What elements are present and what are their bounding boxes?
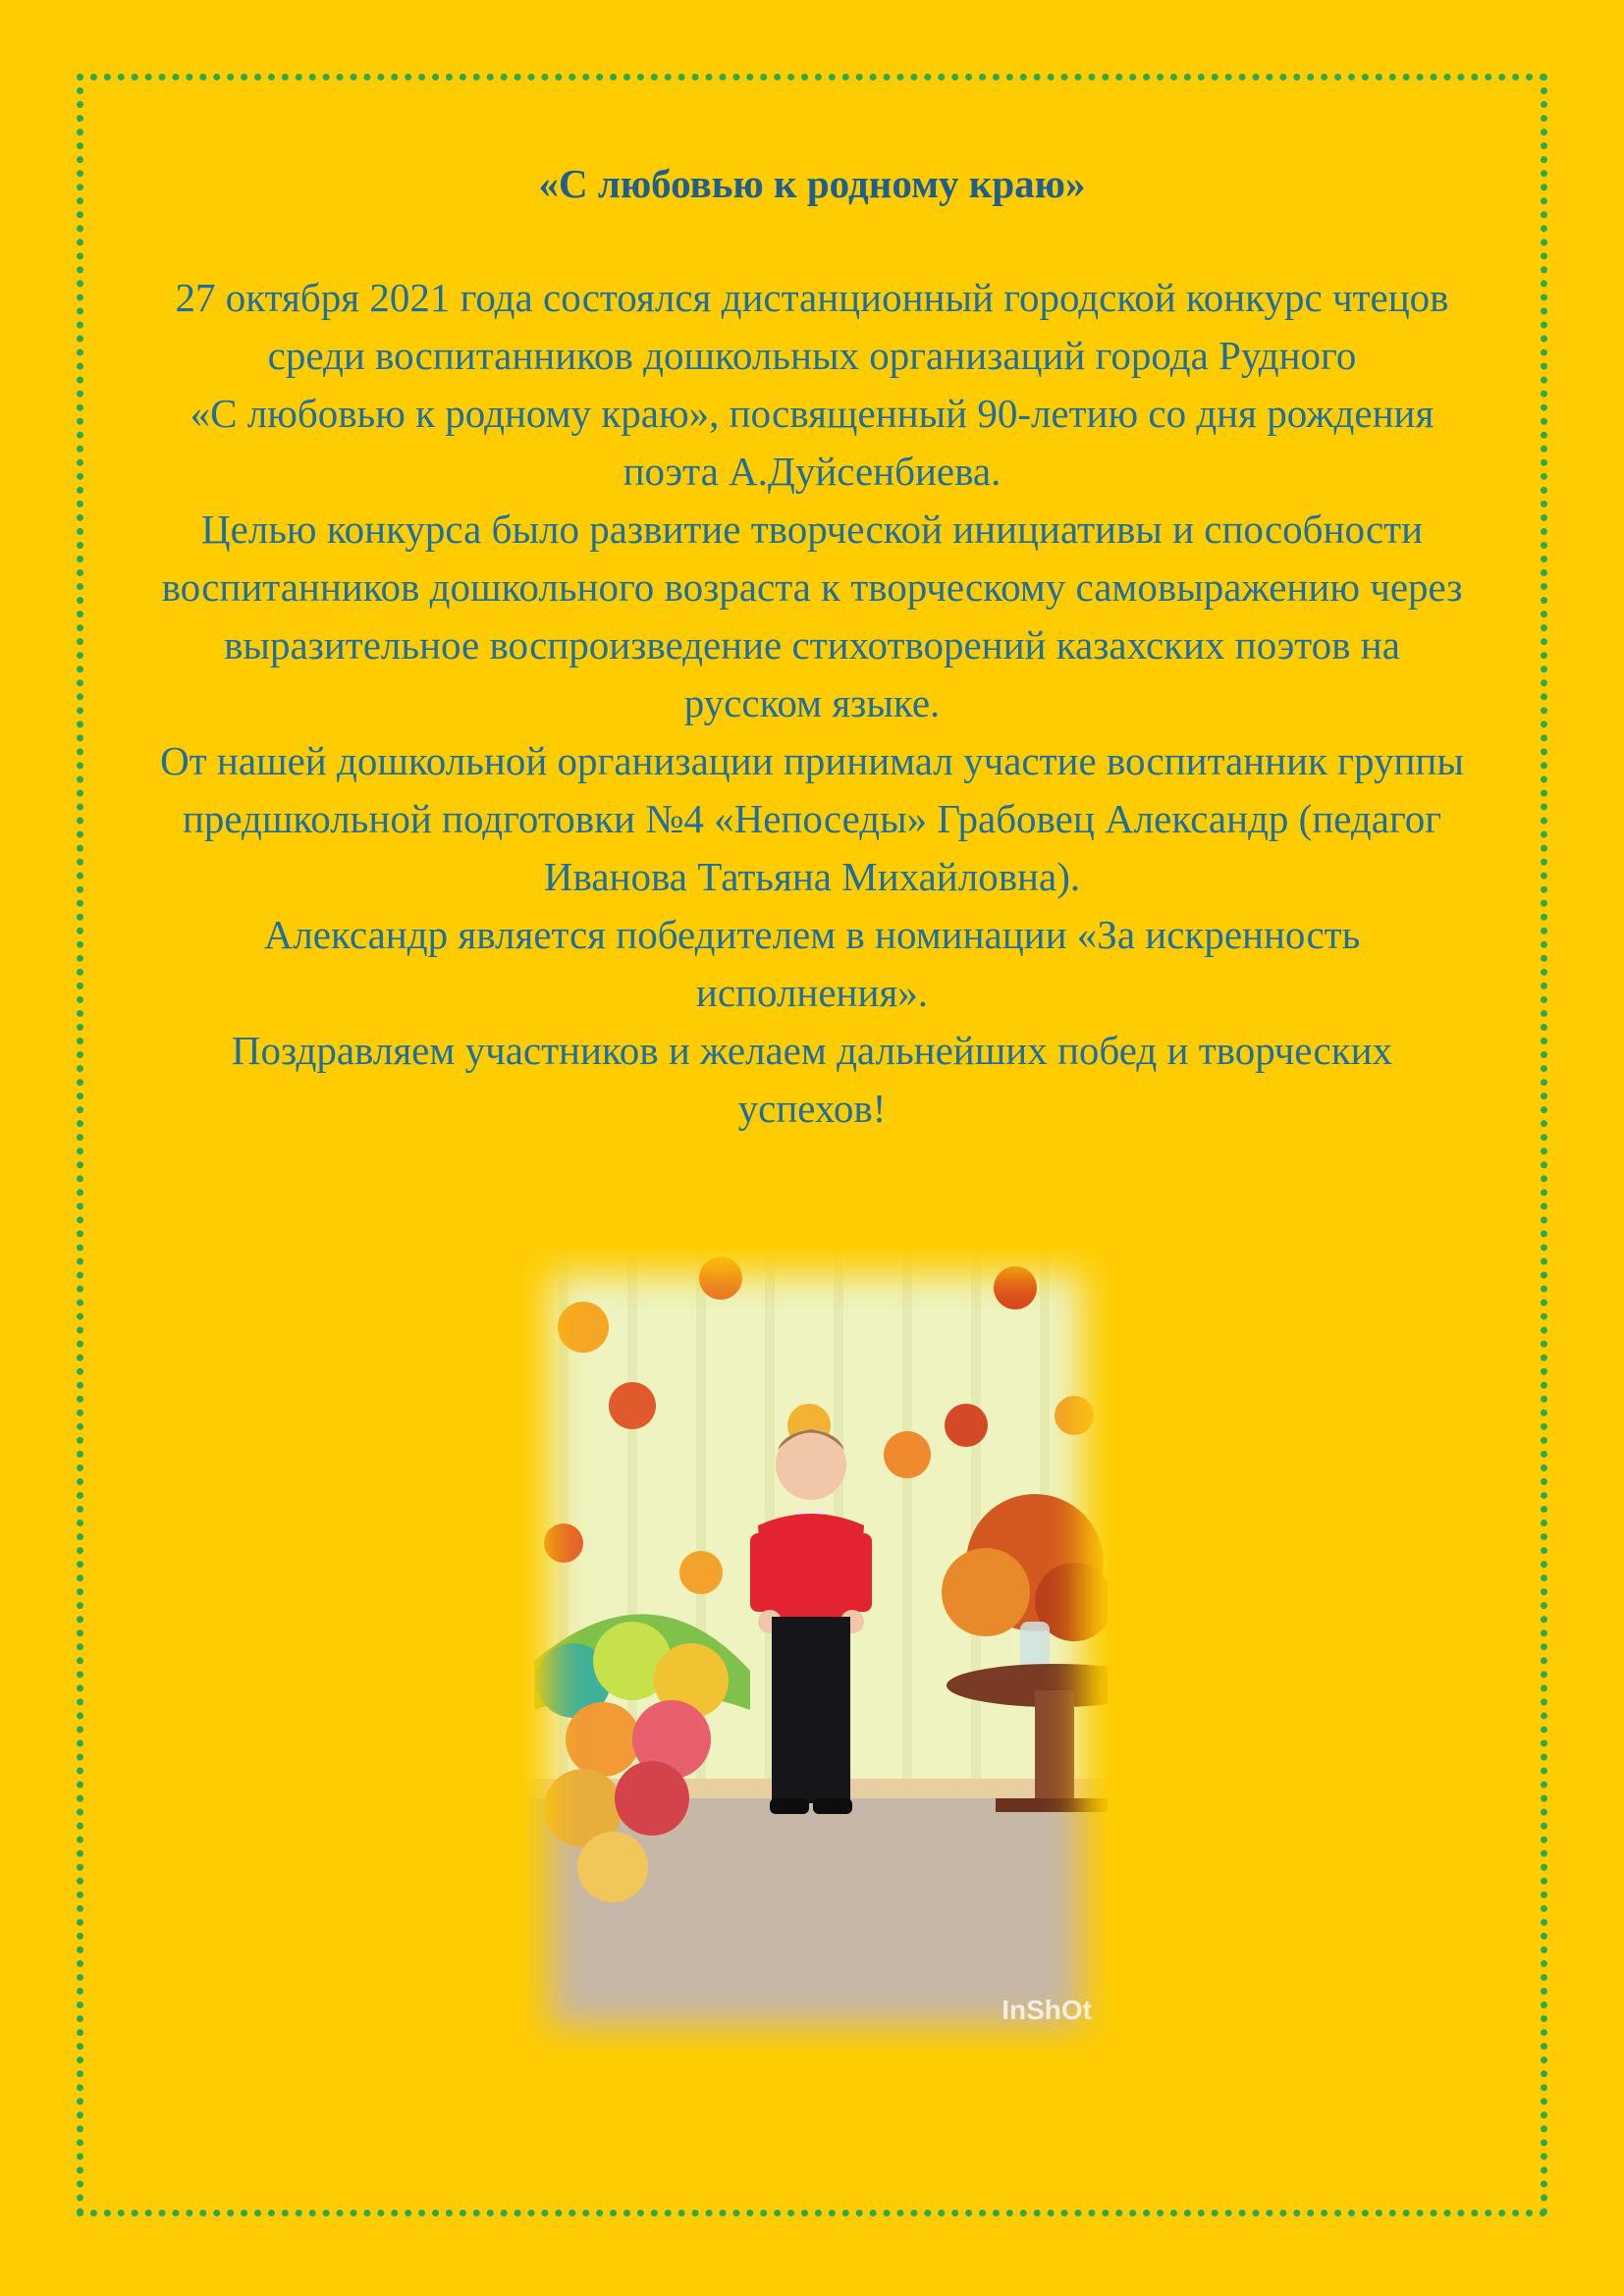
paragraph-dedication: «С любовью к родному краю», посвященный 90-летию со дня рождения поэта А.Дуйсенбиева. [189, 391, 1435, 494]
article-body [157, 269, 1467, 1138]
contest-photo [524, 1249, 1108, 2052]
photo-illustration [524, 1249, 1108, 2052]
paragraph-participant: От нашей дошкольной организации принимал участие воспитанник группы предшкольной подготовки №4 «Непоседы» Грабовец Александр (педагог Иванова Татьяна Михайловна). [160, 738, 1464, 899]
paragraph-event: 27 октября 2021 года состоялся дистанционный городской конкурс чтецов среди воспитанников дошкольных организаций города Рудного [175, 275, 1449, 378]
paragraph-winner: Александр является победителем в номинации «За искренность исполнения». [263, 912, 1361, 1015]
page-title: «С любовью к родному краю» [538, 161, 1086, 206]
paragraph-congratulations: Поздравляем участников и желаем дальнейших побед и творческих успехов! [231, 1028, 1393, 1131]
paragraph-goal: Целью конкурса было развитие творческой инициативы и способности воспитанников дошкольного возраста к творческому самовыражению через выразительное воспроизведение стихотворений казахских поэтов на русском языке. [161, 507, 1463, 725]
photo-watermark: InShOt [1001, 1995, 1092, 2025]
